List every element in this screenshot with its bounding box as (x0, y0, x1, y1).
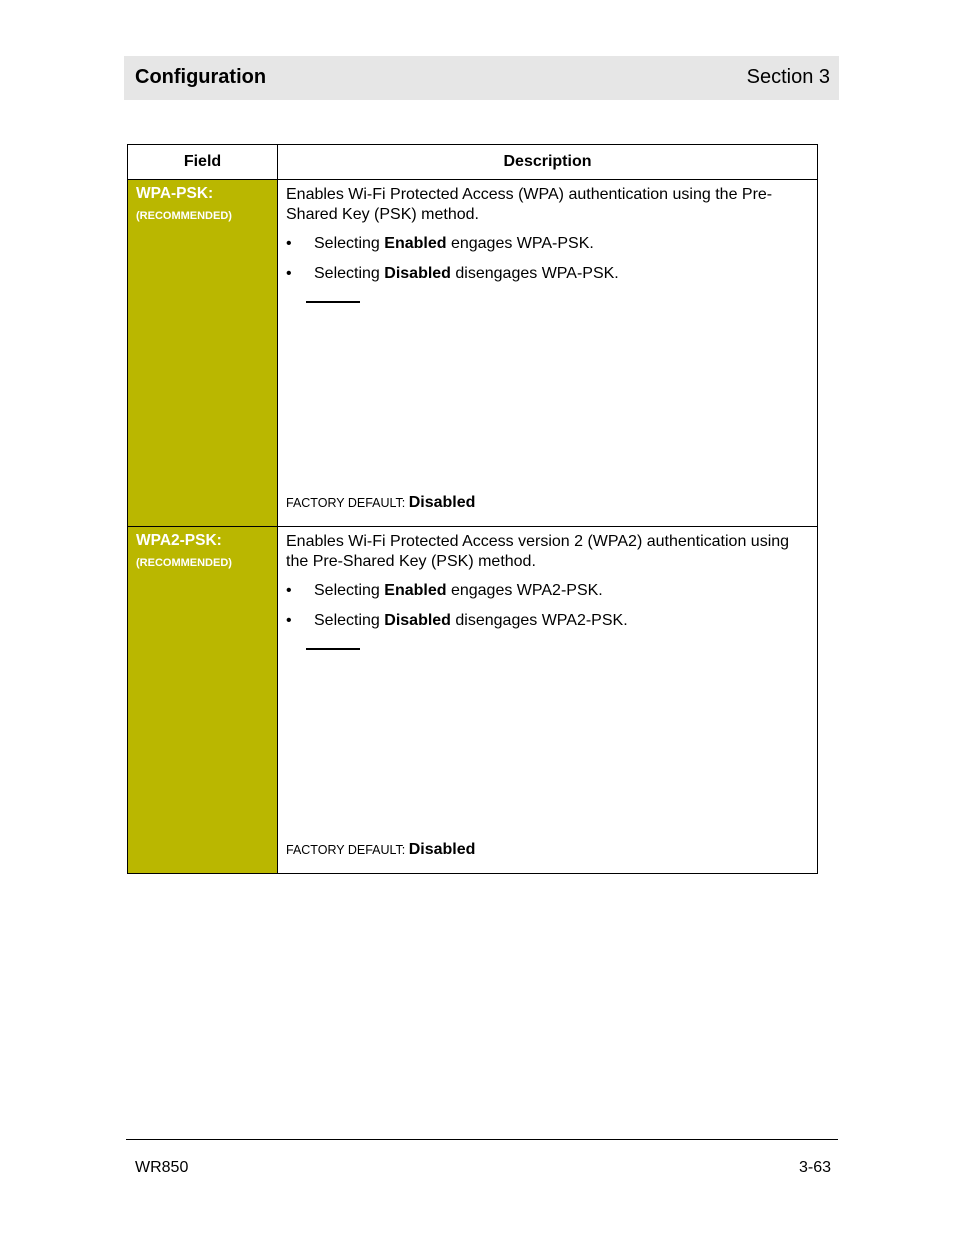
page-title: Configuration (135, 66, 267, 88)
column-header-description: Description (278, 145, 818, 180)
list-item (286, 611, 809, 631)
description-cell (278, 527, 818, 874)
bullet-text: Selecting (314, 582, 385, 599)
bullet-text: Selecting (314, 612, 385, 629)
footer-rule (126, 1139, 838, 1140)
bullet-text: disengages WPA-PSK. (450, 265, 619, 282)
field-name: WPA-PSK: (136, 185, 214, 202)
table-header-row (128, 145, 818, 180)
bullet-text: disengages WPA2-PSK. (450, 612, 628, 629)
field-cell (128, 527, 278, 874)
default-label: FACTORY DEFAULT: (286, 843, 409, 857)
bullet-icon: • (286, 265, 292, 282)
default-label: FACTORY DEFAULT: (286, 496, 409, 510)
footer-page-number: 3-63 (798, 1159, 831, 1176)
bullet-bold: Enabled (384, 582, 447, 599)
list-item (286, 264, 809, 284)
table-row (128, 180, 818, 527)
bullet-bold: Enabled (384, 235, 447, 252)
column-header-field: Field (128, 145, 278, 180)
page-header (124, 56, 839, 100)
bullet-icon: • (286, 235, 292, 252)
list-item (286, 234, 809, 254)
field-description-table (127, 144, 818, 874)
field-cell (128, 180, 278, 527)
list-item (286, 581, 809, 601)
default-value: Disabled (408, 841, 476, 858)
bullet-icon: • (286, 582, 292, 599)
description-cell (278, 180, 818, 527)
bullet-icon: • (286, 612, 292, 629)
footer-model: WR850 (135, 1159, 189, 1176)
bullet-text: engages WPA2-PSK. (446, 582, 603, 599)
description-intro: Enables Wi-Fi Protected Access version 2 (WPA2) authentication using the Pre-Shared Key (PSK) method. (286, 533, 790, 570)
bullet-list (286, 234, 809, 284)
bullet-bold: Disabled (384, 265, 451, 282)
bullet-list (286, 581, 809, 631)
factory-default (286, 494, 809, 512)
factory-default (286, 841, 809, 859)
bullet-bold: Disabled (384, 612, 451, 629)
bullet-text: Selecting (314, 235, 385, 252)
bullet-text: engages WPA-PSK. (446, 235, 594, 252)
section-label: Section 3 (746, 66, 830, 88)
default-value: Disabled (408, 494, 476, 511)
field-name: WPA2-PSK: (136, 532, 222, 549)
description-intro: Enables Wi-Fi Protected Access (WPA) authentication using the Pre-Shared Key (PSK) method. (286, 186, 773, 223)
field-note: (RECOMMENDED) (136, 557, 232, 569)
field-note: (RECOMMENDED) (136, 210, 232, 222)
table-row (128, 527, 818, 874)
bullet-text: Selecting (314, 265, 385, 282)
